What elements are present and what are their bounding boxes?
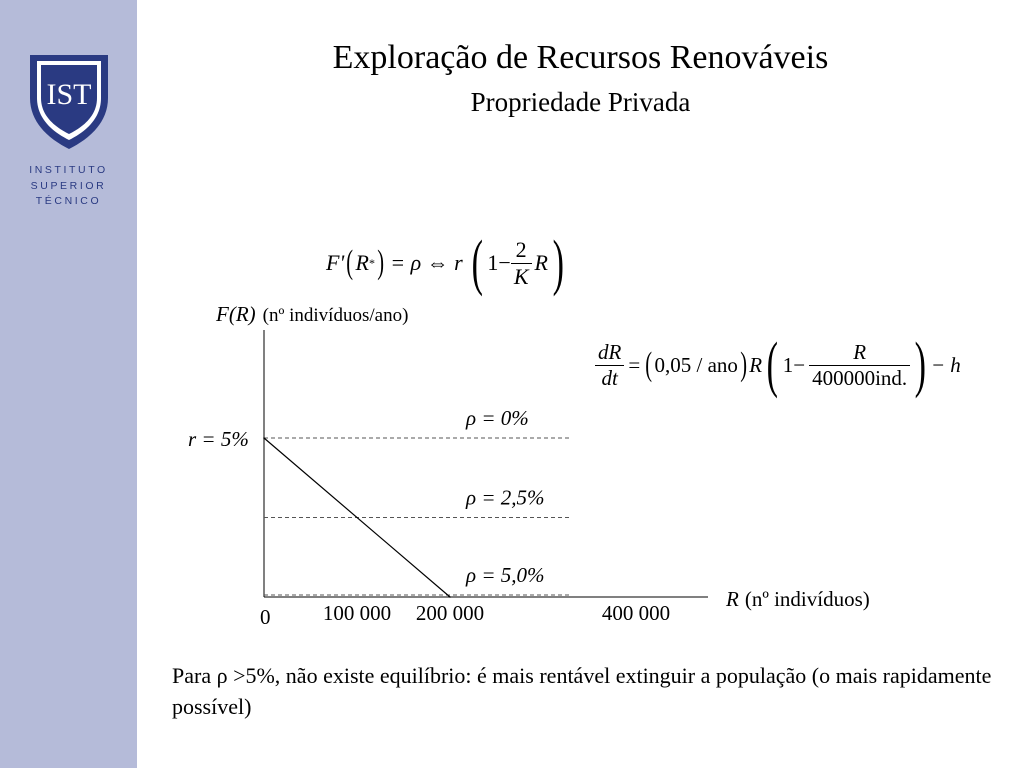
eq2-frac-num: R <box>809 340 910 365</box>
eq1-frac-num: 2 <box>511 237 532 263</box>
production-point-0-1 <box>449 596 451 598</box>
eq1-lhs-fn: F' <box>326 250 345 275</box>
production-line-0 <box>264 438 450 597</box>
logo-line-2: SUPERIOR <box>30 179 107 192</box>
logo-line-3: TÉCNICO <box>35 195 102 207</box>
eq2-bigparen-close: ) <box>914 331 927 399</box>
eq2-paren-close: ) <box>740 346 747 383</box>
eq2-lhs-den: dt <box>601 365 618 390</box>
eq2-frac-den: 400000ind. <box>812 365 908 390</box>
slide-title: Exploração de Recursos Renováveis <box>332 39 829 76</box>
origin-label: 0 <box>260 605 271 629</box>
eq2-tail: − h <box>930 352 961 377</box>
eq1-bigparen-open: ( <box>471 229 483 297</box>
x-tick-label-2: 400 000 <box>601 601 671 625</box>
x-axis-label: R (nº indivíduos) <box>726 587 870 611</box>
eq1-var: R <box>534 250 548 275</box>
rho-label-2: ρ = 5,0% <box>466 563 545 587</box>
eq2-one-minus: 1− <box>782 352 806 377</box>
x-tick-label-0: 100 000 <box>322 601 392 625</box>
x-tick-label-1: 200 000 <box>415 601 485 625</box>
eq2-bigparen-open: ( <box>766 331 779 399</box>
eq1-relation: = ρ ⇔ r <box>390 250 463 275</box>
slide-subtitle: Propriedade Privada <box>470 87 691 117</box>
eq1-frac-den: K <box>513 263 529 289</box>
eq2-paren-open: ( <box>645 346 653 383</box>
logo-monogram: IST <box>46 78 92 111</box>
eq1-lhs-arg: R <box>355 250 369 275</box>
eq1-one-minus: 1− <box>487 250 511 275</box>
eq1-bigparen-close: ) <box>552 229 564 297</box>
rho-label-0: ρ = 0% <box>466 406 529 430</box>
y-axis-label: F(R) (nº indivíduos/ano) <box>216 302 409 326</box>
y-marker-label: r = 5% <box>188 427 249 451</box>
footer-note: Para ρ >5%, não existe equilíbrio: é mais rentável extinguir a população (o mais rapidamente possível) <box>172 663 992 719</box>
production-point-0-0 <box>263 437 265 439</box>
eq2-rate: 0,05 / ano <box>654 352 738 377</box>
rho-label-1: ρ = 2,5% <box>466 485 545 510</box>
eq1-paren-open: ( <box>346 244 354 281</box>
eq1-lhs-sup: * <box>368 255 375 270</box>
eq2-equals: = <box>628 352 641 377</box>
eq2-var: R <box>749 352 763 377</box>
eq1-paren-close: ) <box>377 244 384 281</box>
eq2-lhs-num: dR <box>595 340 624 365</box>
logo-line-1: INSTITUTO <box>29 164 108 176</box>
